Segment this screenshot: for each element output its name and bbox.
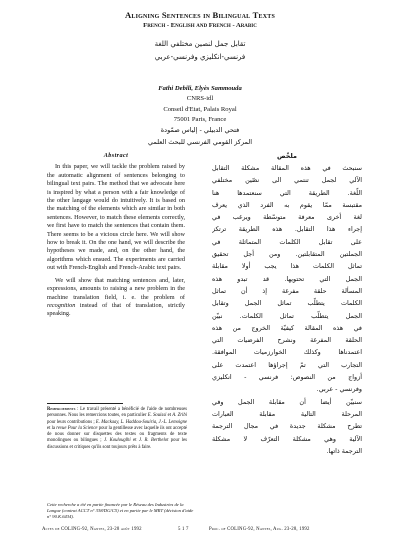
footnote-text: et la xyxy=(47,425,57,431)
footnote-name: A. Zribi xyxy=(172,413,187,419)
footnote-name: J. R. Berthelot xyxy=(138,438,169,444)
footnote-text: et xyxy=(130,438,139,444)
arabic-abstract-column xyxy=(212,152,362,457)
arabic-abstract-line: سنبحث في هذه المقالة مشكلة التقابل xyxy=(212,164,362,172)
funding-footnote: Cette recherche a été en partie financée par le Réseau des Industries de la Langue (contrat ACCT n° 338/DG/C5) et en partie par le MRT (décision d'aide n° 90.K.6434). xyxy=(47,502,194,520)
author-lab: CNRS-idl xyxy=(186,95,214,103)
arabic-abstract-line: مقتبسة ممّا يقوم به الفرد الذي يعرف xyxy=(212,200,362,209)
paper-subtitle: French - English and French - Arabic xyxy=(143,22,257,29)
arabic-abstract-line: الحلقة المفرغة ونشرح الفرضيات التي xyxy=(212,336,362,345)
page-number: 5 1 7 xyxy=(178,527,189,532)
footer-left: Actes de COLING-92, Nantes, 23-28 août 1992 xyxy=(42,527,142,532)
abstract-paragraph-1: In this paper, we will tackle the problem raised by the automatic alignment of sentences belonging to bilingual text pairs. The method that we advocate here is inspired by what a person with a fair knowledge of the other langage would do intuitively. It is based on the matching of the elements which are similar in both sentences. However, to match these elements correctly, we first have to match the sentences that contain them. There seems to be a vicious circle here. We will show how to break it. On the one hand, we will describe the hypotheses we made, and, on the other hand, the algorithms which ensued. The experiments are carried out with French-English and French-Arabic text pairs. xyxy=(47,163,185,272)
arabic-abstract-line: اعتمدناها وكذلك الخوارزميات الموافقة. xyxy=(212,348,362,357)
author-city: 75001 Paris, France xyxy=(173,116,227,124)
paper-title: Aligning Sentences in Bilingual Texts xyxy=(125,10,275,20)
footnote-name: E. Souissi xyxy=(147,413,167,419)
author-block xyxy=(0,84,400,126)
footnote-text: : Le travail présenté a bénéficié de l'aide de nombreuses personnes. Nous les remercions toutes, en particulier xyxy=(47,407,187,419)
arabic-abstract-line: تماثل الكلمات هذا يجب أولا مقابلة xyxy=(212,262,362,271)
footnote-text: pour les discussions et critiques qu'ils sont toujours prêts à faire. xyxy=(47,438,187,450)
arabic-abstract-line: الكلمات يتطلّب تماثل الجمل وتقابل xyxy=(212,299,362,308)
footnote-text: pour leurs contributions ; xyxy=(47,419,96,425)
footnote-text: pour la gentillesse avec laquelle ils ont accepté de nous donner sur disquettes des textes ou fragments de texte monolingues ou bilingues ; xyxy=(47,425,187,444)
footnote-name: J. Koulouglhi xyxy=(103,438,131,444)
arabic-abstract-heading: ملخّص xyxy=(277,152,297,160)
abstract-paragraph-2 xyxy=(47,277,185,319)
arabic-abstract-line: وفرنسي - عربي. xyxy=(316,385,362,394)
abstract-p2-emphasis: recognition xyxy=(47,301,76,309)
arabic-abstract-line: الجملتين المتقابلتين. ومن أجل تحقيق xyxy=(212,250,362,259)
arabic-affiliation: المركز القومي الفرنسي للبحث العلمي xyxy=(147,138,253,146)
acknowledgements-footnote xyxy=(47,407,187,451)
arabic-abstract-line: إجراء هذا التقابل. هذه الطريقة ترتكز xyxy=(212,225,362,234)
footer-right: Proc. of COLING-92, Nantes, Aug. 23-28, 1992 xyxy=(209,527,310,532)
abstract-heading: Abstract xyxy=(103,152,129,159)
arabic-abstract-line: الجمل يتطلّب تماثل الكلمات. نبيّن xyxy=(212,311,362,320)
arabic-author-names: فتحي الدبيلي - إلياس صمّودة xyxy=(160,126,240,134)
footnote-name: E. Mackaay, L. Haddou-Souiria, J.-L. Lemoigne xyxy=(95,419,188,425)
abstract-p2-text-a: We will show that matching sentences and, later, expressions, amounts to raising a new problem in the machine translation field, i. e. the problem of xyxy=(47,276,185,301)
arabic-abstract-line: أزواج من النصوص: فرنسي - انكليزي xyxy=(212,373,362,382)
arabic-abstract-line: على تقابل الكلمات المتماثلة في xyxy=(212,237,362,246)
arabic-abstract-line: الجمل التي تحتويها. قد تبدو هذه xyxy=(212,274,362,283)
arabic-abstract-line: الترجمة ذاتها. xyxy=(326,446,362,455)
arabic-abstract-line: اللّغة. الطريقة التي سنعتمدها هنا xyxy=(212,188,362,197)
arabic-abstract-line: لغة أخرى معرفة متوسّطة ويرغب في xyxy=(212,213,362,222)
arabic-abstract-line: تطرح مشكلة جديدة في مجال الترجمة xyxy=(212,422,362,431)
footnote-lead: Remerciements xyxy=(47,407,76,412)
footnote-name: revue Pour la Science xyxy=(56,425,98,431)
author-names: Fathi Debili, Elyès Sammouda xyxy=(158,85,242,92)
footnote-divider xyxy=(47,403,123,404)
footnote-text: et xyxy=(166,413,173,419)
arabic-abstract-line: سنبيّن أيضا أن مقابلة الجمل وفي xyxy=(212,397,362,406)
arabic-abstract-line: المسألة حلقة مفرغة إذ أن تماثل xyxy=(212,286,362,295)
arabic-title-line-1: تقابل جمل لنصين مختلفي اللغة xyxy=(154,40,246,48)
arabic-abstract-line: المرحلة التالية مقابلة العبارات xyxy=(212,409,362,418)
arabic-title-line-2: فرنسي-انكليزي وفرنسي-عربي xyxy=(154,53,246,61)
arabic-abstract-line: الآلي لجمل تنتمي الى نصّين مختلفي xyxy=(212,176,362,185)
arabic-abstract-line: التجارب التي تمّ إجراؤها اعتمدت على xyxy=(212,360,362,369)
arabic-abstract-line: الآلية وهي مشكلة التعرّف لا مشكلة xyxy=(212,434,362,443)
arabic-abstract-line: في هذه المقالة كيفيّة الخروج من هذه xyxy=(212,323,362,332)
author-address: Conseil d'Etat, Palais Royal xyxy=(163,105,237,113)
abstract-p2-text-b: instead of that of translation, strictly speaking. xyxy=(47,301,185,318)
english-abstract-column xyxy=(47,152,185,323)
